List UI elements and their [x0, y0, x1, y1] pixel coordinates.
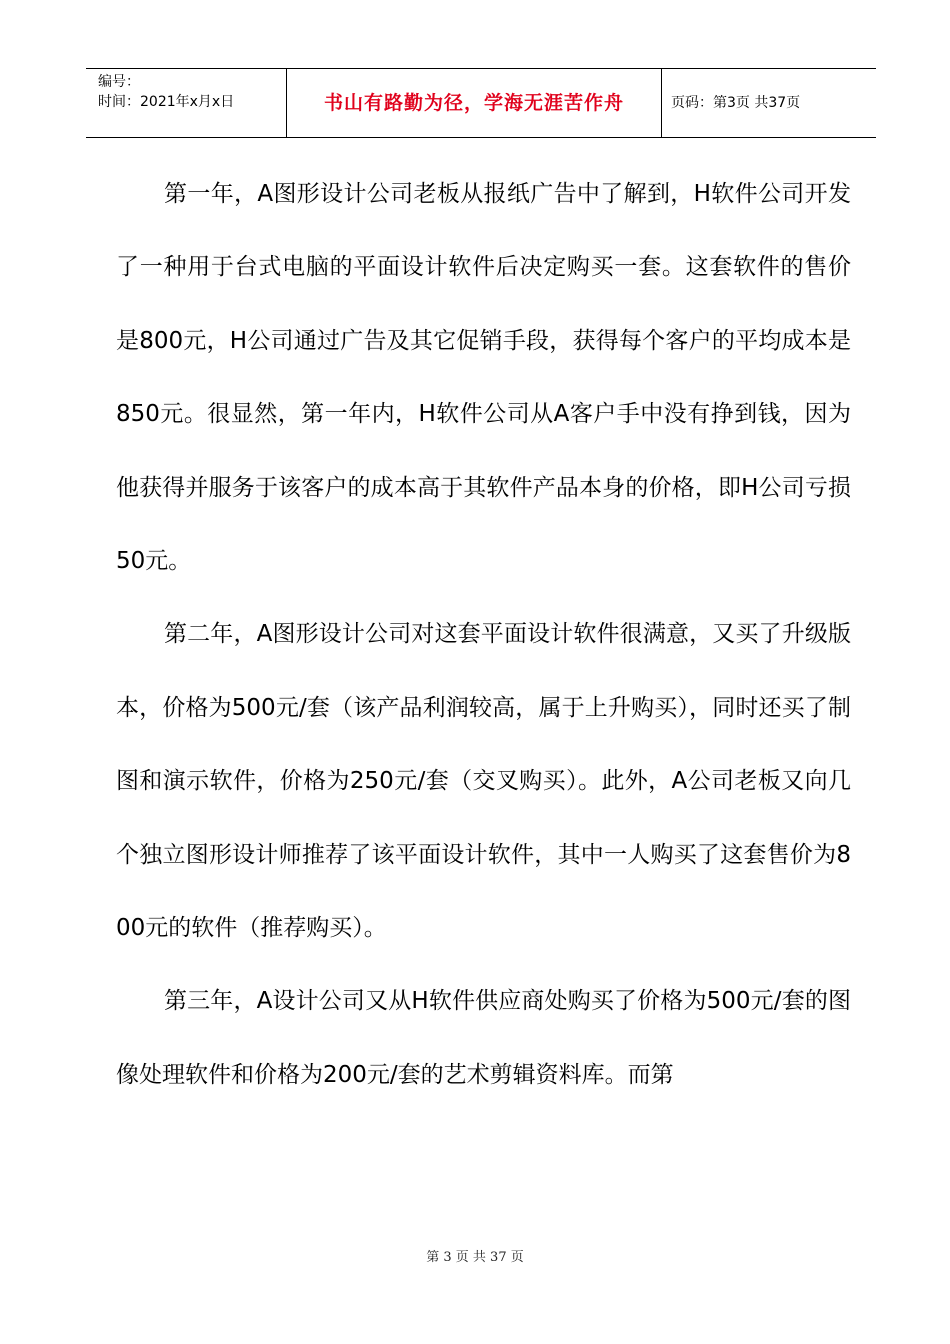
- header-page-cell: [661, 69, 876, 137]
- page-info: 页码：第3页 共37页: [671, 95, 801, 111]
- number-label: 编号：: [98, 74, 140, 90]
- paragraph-year-2: 第二年，A图形设计公司对这套平面设计软件很满意，又买了升级版本，价格为500元/套（该产品利润较高，属于上升购买），同时还买了制图和演示软件，价格为250元/套（交叉购买）。此外，A公司老板又向几个独立图形设计师推荐了该平面设计软件，其中一人购买了这套售价为800元的软件（推荐购买）。: [116, 621, 851, 942]
- document-body: [116, 158, 851, 1112]
- time-label: 时间：2021年x月x日: [98, 94, 235, 110]
- page-header: [86, 68, 876, 138]
- header-meta-cell: [86, 69, 286, 137]
- page-footer: 第 3 页 共 37 页: [426, 1250, 524, 1265]
- header-motto-cell: [286, 69, 662, 137]
- motto-text: 书山有路勤为径，学海无涯苦作舟: [323, 92, 624, 114]
- paragraph-year-1: 第一年，A图形设计公司老板从报纸广告中了解到，H软件公司开发了一种用于台式电脑的平面设计软件后决定购买一套。这套软件的售价是800元，H公司通过广告及其它促销手段，获得每个客户的平均成本是850元。很显然，第一年内，H软件公司从A客户手中没有挣到钱，因为他获得并服务于该客户的成本高于其软件产品本身的价格，即H公司亏损50元。: [116, 181, 851, 575]
- paragraph-year-3: 第三年，A设计公司又从H软件供应商处购买了价格为500元/套的图像处理软件和价格为200元/套的艺术剪辑资料库。而第: [116, 988, 851, 1088]
